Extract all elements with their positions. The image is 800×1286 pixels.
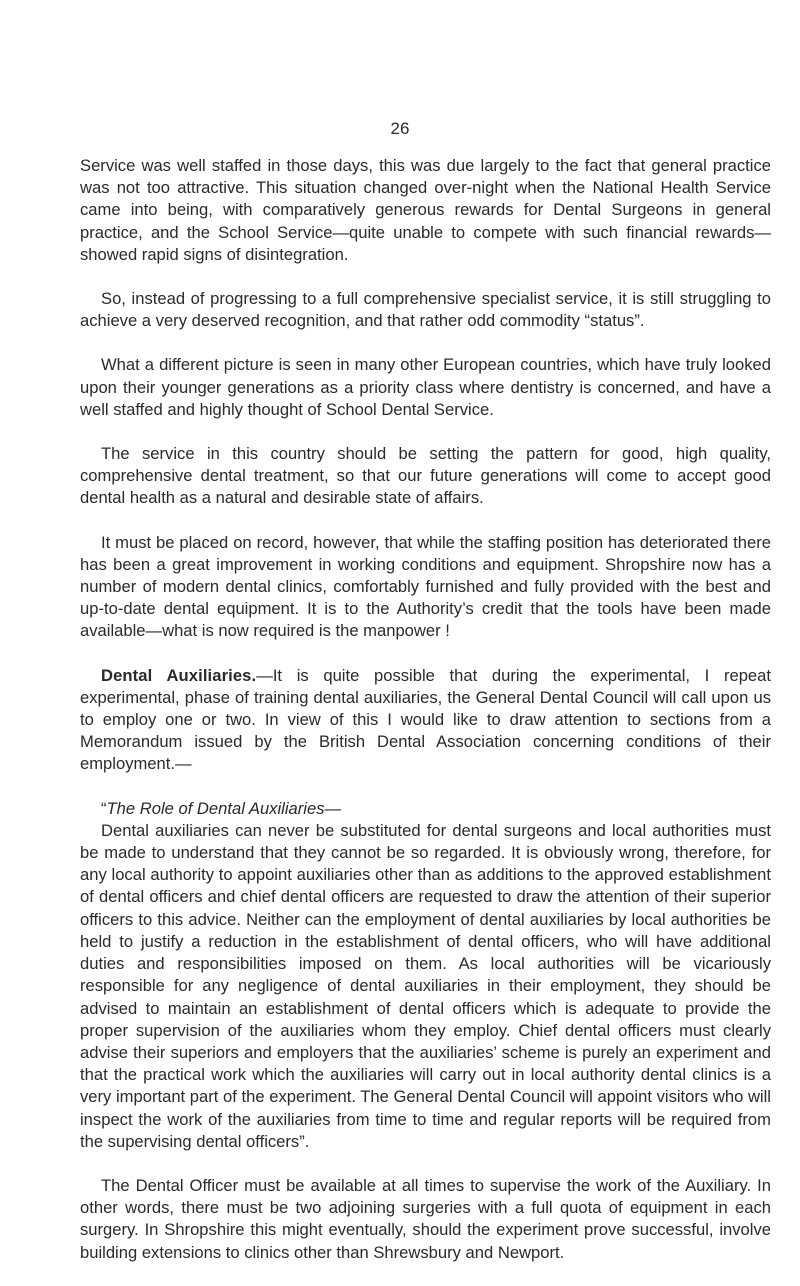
page-number: 26 bbox=[390, 119, 410, 138]
document-body bbox=[80, 155, 771, 1286]
paragraph-dental-auxiliaries bbox=[80, 665, 771, 776]
quote-title bbox=[80, 798, 771, 820]
dental-auxiliaries-text: —It is quite possible that during the experimental, I repeat experimental, phase of training dental auxiliaries, the General Dental Council will call upon us to employ one or two. In view of this I would like to draw attention to sections from a Memorandum issued by the British Dental Association concerning conditions of their employment.— bbox=[80, 665, 771, 774]
paragraph-working-conditions: It must be placed on record, however, that while the staffing position has deteriorated there has been a great improvement in working conditions and equipment. Shropshire now has a number of modern dental clinics, comfortably furnished and fully provided with the best and up-to-date dental equipment. It is to the Authority’s credit that the tools have been made available—what is now required is the manpower ! bbox=[80, 532, 771, 641]
quote-open-mark: “ bbox=[101, 798, 107, 818]
paragraph-dental-officer: The Dental Officer must be available at all times to supervise the work of the Auxiliary. In other words, there must be two adjoining surgeries with a full quota of equipment in each surgery. In Shropshire this might eventually, should the experiment prove successful, involve building extensions to clinics other than Shrewsbury and Newport. bbox=[80, 1175, 771, 1262]
quote-title-text: The Role of Dental Auxiliaries— bbox=[106, 798, 342, 818]
paragraph-pattern-for-good: The service in this country should be setting the pattern for good, high quality, comprehensive dental treatment, so that our future generations will come to accept good dental health as a natural and desirable state of affairs. bbox=[80, 444, 771, 508]
paragraph-european-countries: What a different picture is seen in many other European countries, which have truly looked upon their younger generations as a priority class where dentistry is concerned, and have a well staffed and highly thought of School Dental Service. bbox=[80, 355, 771, 419]
section-heading-dental-auxiliaries: Dental Auxiliaries. bbox=[101, 665, 257, 685]
quote-body: Dental auxiliaries can never be substituted for dental surgeons and local authorities must be made to understand that they cannot be so regarded. It is obviously wrong, therefore, for any local authority to appoint auxiliaries other than as additions to the approved establishment of dental officers and chief dental officers are requested to draw the attention of their superior officers to this advice. Neither can the employment of dental auxiliaries by local authorities be held to justify a reduction in the establishment of dental officers, who will have additional duties and responsibilities imposed on them. As local authorities will be vicariously responsible for any negligence of dental auxiliaries in their employment, they should be advised to maintain an establishment of dental officers which is adequate to provide the proper supervision of the auxiliaries whom they employ. Chief dental officers must clearly advise their superiors and employers that the auxiliaries’ scheme is purely an experiment and that the practical work which the auxiliaries will carry out in local authority dental clinics is a very important part of the experiment. The General Dental Council will appoint visitors who will inspect the work of the auxiliaries from time to time and regular reports will be required from the supervising dental officers”. bbox=[80, 820, 771, 1151]
paragraph-recognition: So, instead of progressing to a full comprehensive specialist service, it is still struggling to achieve a very deserved recognition, and that rather odd commodity “status”. bbox=[80, 289, 771, 331]
paragraph-staffing-history: Service was well staffed in those days, this was due largely to the fact that general practice was not too attractive. This situation changed over-night when the National Health Service came into being, with comparatively generous rewards for Dental Surgeons in general practice, and the School Service—quite unable to compete with such financial rewards—showed rapid signs of disintegration. bbox=[80, 156, 771, 264]
